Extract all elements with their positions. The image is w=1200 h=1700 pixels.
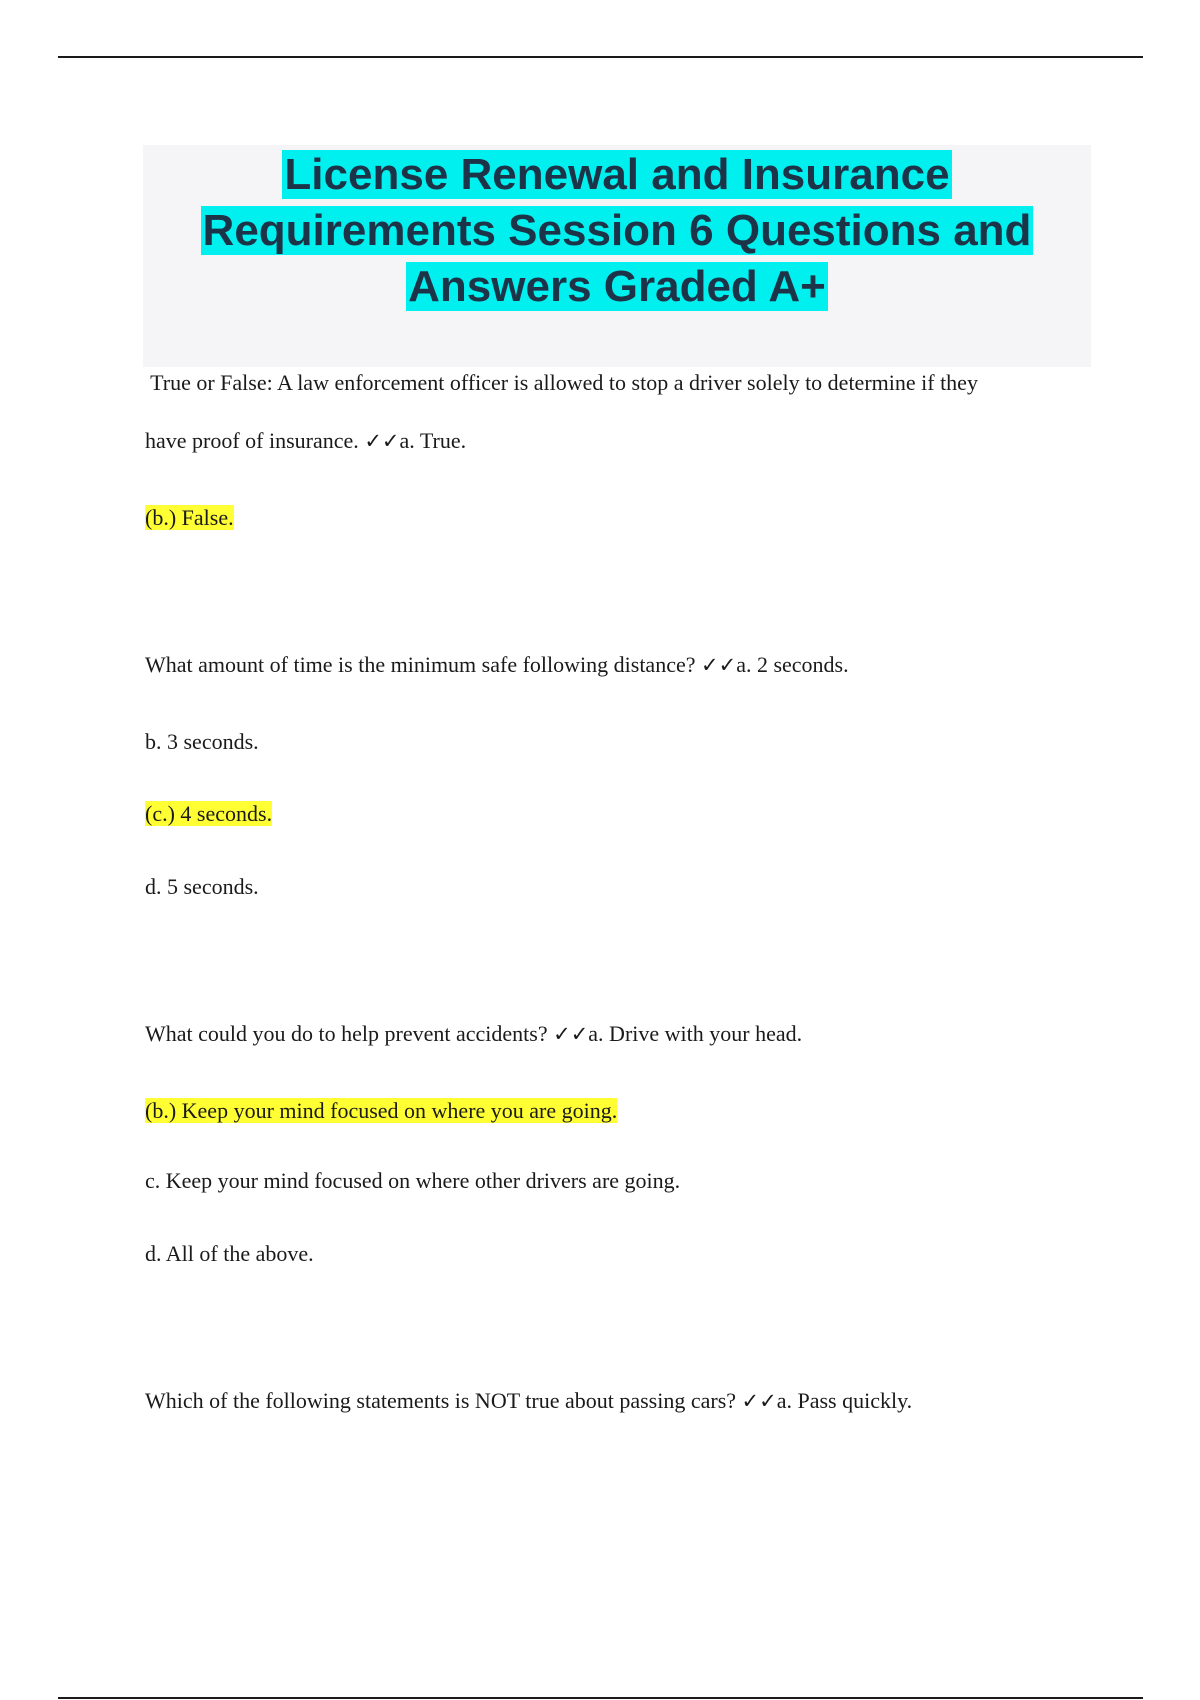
question-3-option-c: c. Keep your mind focused on where other drivers are going. (145, 1168, 681, 1193)
question-2-option-c (145, 800, 272, 828)
question-3-stem-text: What could you do to help prevent accidents? (145, 1021, 548, 1046)
question-3-stem (145, 1020, 802, 1048)
double-check-icon: ✓✓ (364, 429, 400, 453)
question-4-stem-text: Which of the following statements is NOT true about passing cars? (145, 1388, 737, 1413)
answer-highlight: (b.) Keep your mind focused on where you are going. (145, 1098, 618, 1123)
question-2-option-a: a. 2 seconds. (736, 652, 849, 677)
question-2-option-d: d. 5 seconds. (145, 874, 259, 899)
question-4-option-a: a. Pass quickly. (776, 1388, 913, 1413)
title-line-2: Requirements Session 6 Questions and (202, 206, 1032, 255)
double-check-icon: ✓✓ (700, 653, 737, 677)
question-2-stem-text: What amount of time is the minimum safe following distance? (145, 652, 696, 677)
question-2-stem (145, 651, 849, 679)
header-rule (58, 56, 1143, 58)
question-4-stem (145, 1387, 912, 1415)
question-1-option-b (145, 504, 234, 532)
question-3-option-d: d. All of the above. (145, 1241, 314, 1266)
answer-highlight: (c.) 4 seconds. (145, 801, 273, 826)
question-3-option-a: a. Drive with your head. (588, 1021, 803, 1046)
question-1-option-a: a. True. (399, 428, 467, 453)
title-line-1: License Renewal and Insurance (284, 150, 950, 199)
question-1-stem-text: have proof of insurance. (145, 428, 359, 453)
document-title (143, 147, 1091, 315)
footer-rule (58, 1697, 1143, 1699)
question-3-option-b (145, 1097, 617, 1125)
double-check-icon: ✓✓ (553, 1022, 589, 1046)
question-1-stem-line-2 (145, 427, 466, 455)
double-check-icon: ✓✓ (741, 1389, 777, 1413)
answer-highlight: (b.) False. (145, 505, 234, 530)
title-line-3: Answers Graded A+ (408, 262, 826, 311)
question-2-option-b: b. 3 seconds. (145, 729, 259, 754)
question-1-stem-line-1: True or False: A law enforcement officer is allowed to stop a driver solely to determine if they (145, 370, 978, 395)
